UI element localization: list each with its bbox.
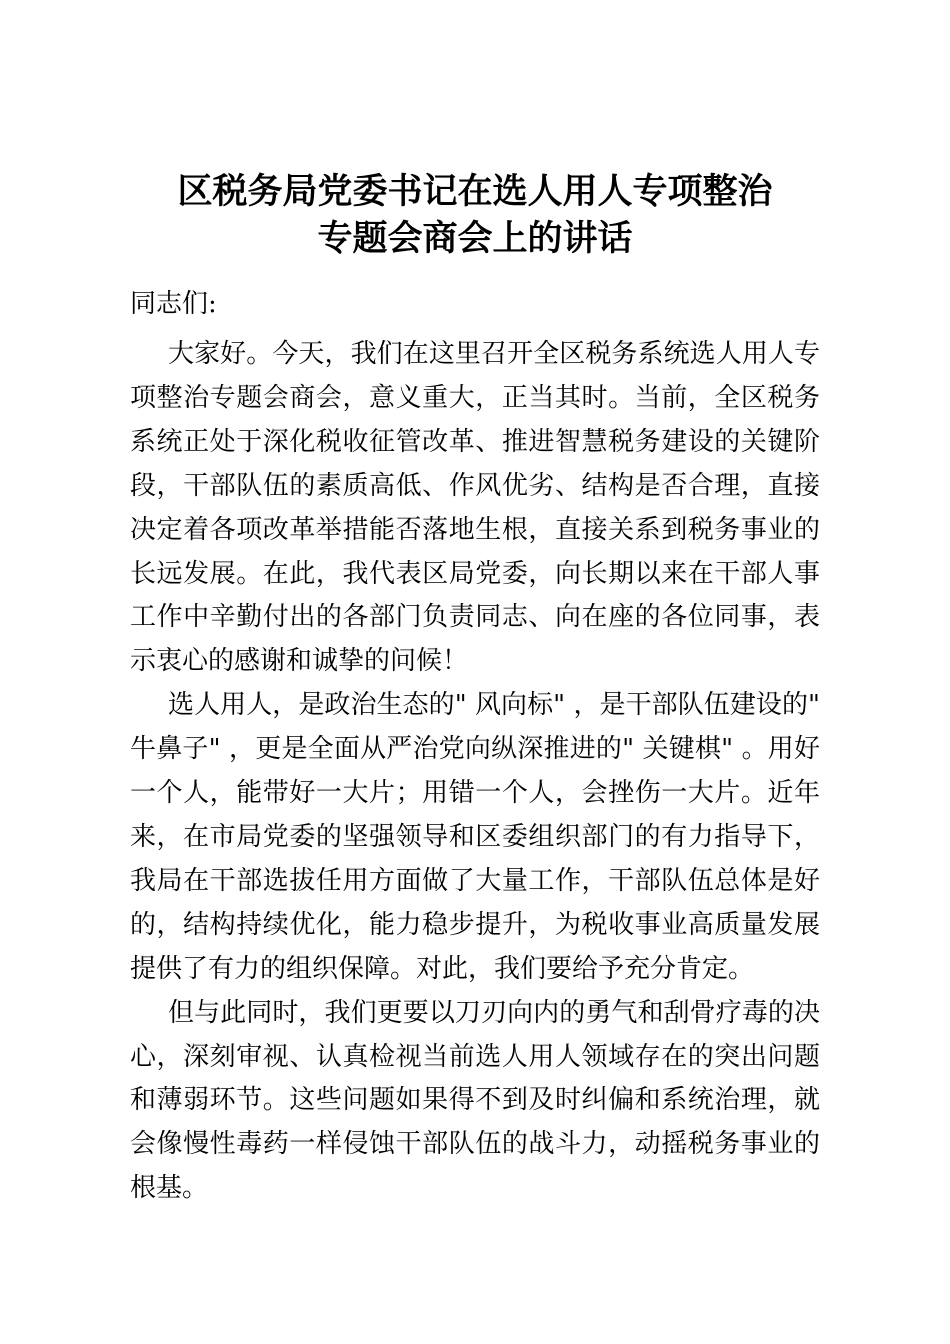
paragraph-2: 选人用人，是政治生态的" 风向标" ，是干部队伍建设的" 牛鼻子" ，更是全面从严治党向纵深推进的" 关键棋" 。用好一个人，能带好一大片；用错一个人，会挫伤一大片。近年来，在市局党委的坚强领导和区委组织部门的有力指导下，我局在干部选拔任用方面做了大量工作，干部队伍总体是好的，结构持续优化，能力稳步提升，为税收事业高质量发展提供了有力的组织保障。对此，我们要给予充分肯定。 bbox=[130, 690, 820, 984]
title-line-1: 区税务局党委书记在选人用人专项整治 bbox=[177, 171, 773, 212]
title-line-2: 专题会商会上的讲话 bbox=[317, 218, 633, 259]
paragraph-3: 但与此同时，我们更要以刀刃向内的勇气和刮骨疗毒的决心，深刻审视、认真检视当前选人用人领域存在的突出问题和薄弱环节。这些问题如果得不到及时纠偏和系统治理，就会像慢性毒药一样侵蚀干部队伍的战斗力，动摇税务事业的根基。 bbox=[130, 997, 820, 1204]
salutation: 同志们: bbox=[130, 289, 217, 319]
speech-body bbox=[130, 333, 820, 1211]
paragraph-1: 大家好。今天，我们在这里召开全区税务系统选人用人专项整治专题会商会，意义重大，正当其时。当前，全区税务系统正处于深化税收征管改革、推进智慧税务建设的关键阶段，干部队伍的素质高低、作风优劣、结构是否合理，直接决定着各项改革举措能否落地生根，直接关系到税务事业的长远发展。在此，我代表区局党委，向长期以来在干部人事工作中辛勤付出的各部门负责同志、向在座的各位同事，表示衷心的感谢和诚挚的问候！ bbox=[130, 339, 820, 677]
